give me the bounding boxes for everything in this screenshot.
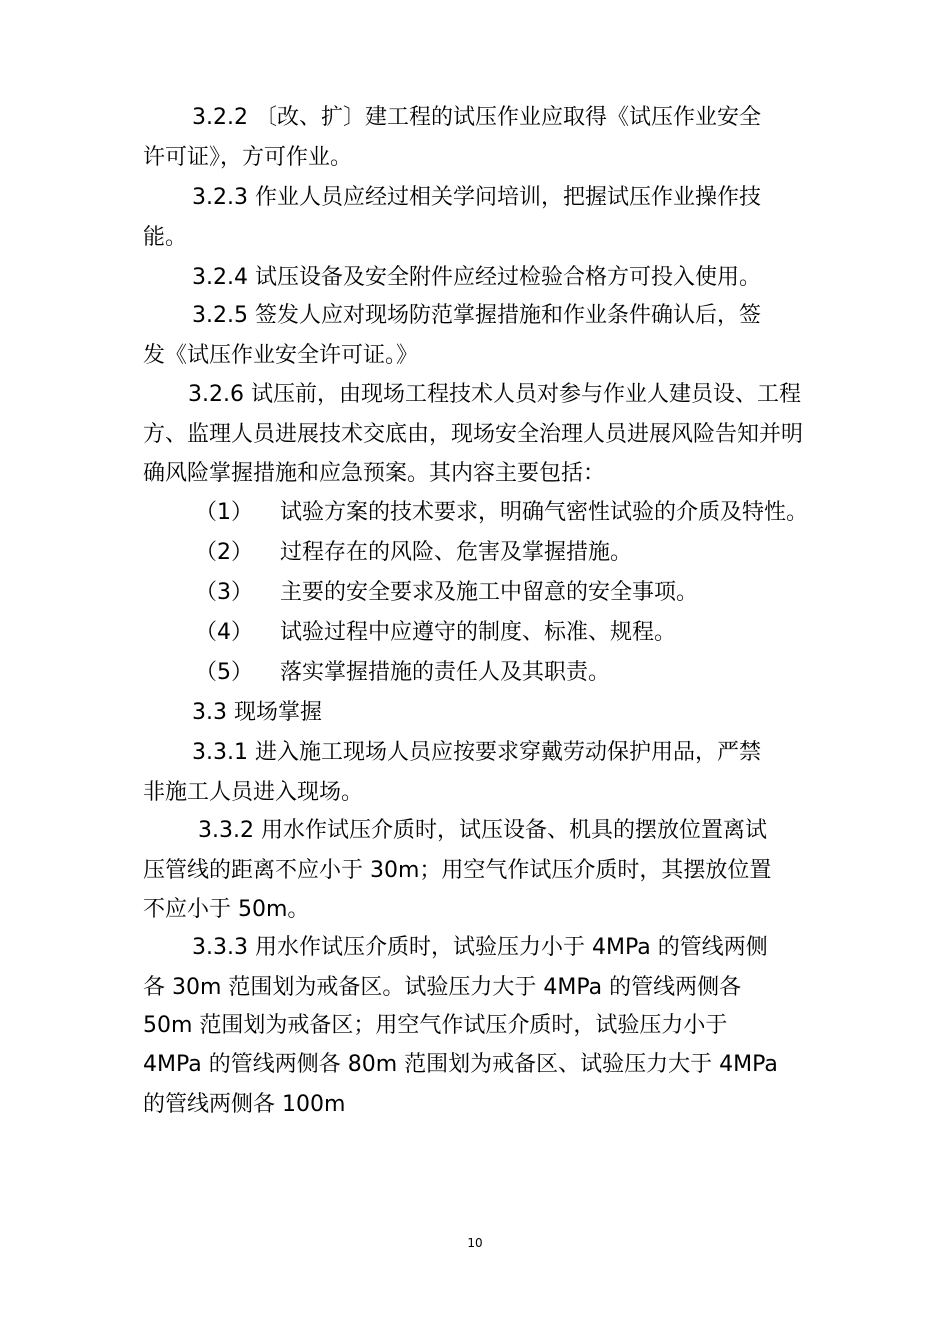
page-number: 10 [467, 1236, 483, 1250]
paragraph-line: 发《试压作业安全许可证。》 [143, 343, 419, 368]
paragraph-line: 3.2.5 签发人应对现场防范掌握措施和作业条件确认后，签 [192, 303, 761, 328]
list-item-text: 过程存在的风险、危害及掌握措施。 [280, 540, 633, 565]
list-item-text: 主要的安全要求及施工中留意的安全事项。 [280, 580, 699, 605]
paragraph-line: 许可证》，方可作业。 [143, 145, 353, 170]
paragraph-line: 3.3.1 进入施工现场人员应按要求穿戴劳动保护用品，严禁 [192, 740, 761, 765]
paragraph-line: 各 30m 范围划为戒备区。试验压力大于 4MPa 的管线两侧各 [143, 975, 742, 1000]
paragraph-line: 不应小于 50m。 [143, 897, 310, 922]
paragraph-line: 非施工人员进入现场。 [143, 780, 364, 805]
list-item-number: （2） [195, 540, 253, 565]
paragraph-line: 3.2.2 〔改、扩〕建工程的试压作业应取得《试压作业安全 [192, 105, 761, 130]
section-heading: 3.3 现场掌握 [192, 700, 322, 725]
paragraph-line: 50m 范围划为戒备区；用空气作试压介质时，试验压力小于 [143, 1013, 728, 1038]
paragraph-line: 方、监理人员进展技术交底由，现场安全治理人员进展风险告知并明 [143, 422, 804, 447]
paragraph-line: 3.2.6 试压前，由现场工程技术人员对参与作业人建员设、工程 [188, 382, 801, 407]
list-item-text: 试验方案的技术要求，明确气密性试验的介质及特性。 [280, 500, 809, 525]
paragraph-line: 压管线的距离不应小于 30m；用空气作试压介质时，其摆放位置 [143, 858, 772, 883]
list-item-number: （5） [195, 660, 253, 685]
list-item-number: （1） [195, 500, 253, 525]
paragraph-line: 3.3.2 用水作试压介质时，试压设备、机具的摆放位置离试 [198, 818, 767, 843]
paragraph-line: 3.2.4 试压设备及安全附件应经过检验合格方可投入使用。 [192, 265, 761, 290]
list-item-number: （3） [195, 580, 253, 605]
list-item-text: 落实掌握措施的责任人及其职责。 [280, 660, 611, 685]
list-item-number: （4） [195, 620, 253, 645]
paragraph-line: 确风险掌握措施和应急预案。其内容主要包括： [143, 461, 606, 486]
paragraph-line: 4MPa 的管线两侧各 80m 范围划为戒备区、试验压力大于 4MPa [143, 1052, 778, 1077]
paragraph-line: 3.2.3 作业人员应经过相关学问培训，把握试压作业操作技 [192, 185, 761, 210]
paragraph-line: 3.3.3 用水作试压介质时，试验压力小于 4MPa 的管线两侧 [192, 935, 768, 960]
paragraph-line: 能。 [143, 225, 188, 250]
paragraph-line: 的管线两侧各 100m [143, 1092, 346, 1117]
list-item-text: 试验过程中应遵守的制度、标准、规程。 [280, 620, 677, 645]
